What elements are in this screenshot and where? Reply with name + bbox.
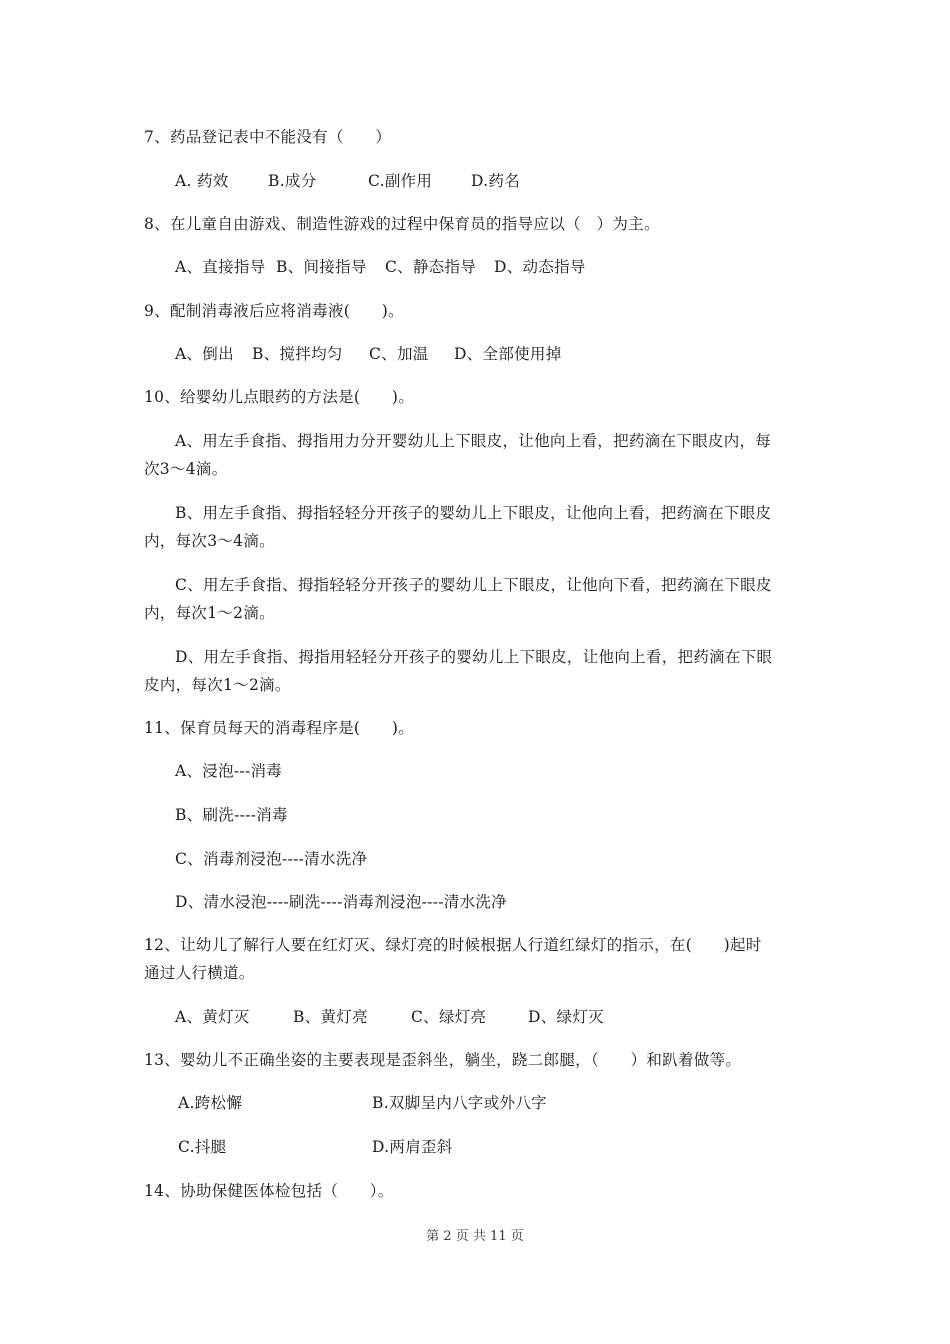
question-10-option-b: B、用左手食指、拇指轻轻分开孩子的婴幼儿上下眼皮，让他向上看，把药滴在下眼皮	[175, 504, 772, 522]
question-8-option-a: A、直接指导	[175, 258, 266, 276]
question-7-option-d: D.药名	[471, 172, 521, 190]
question-13-stem: 13、婴幼儿不正确坐姿的主要表现是歪斜坐，躺坐，跷二郎腿，（ ）和趴着做等。	[144, 1051, 742, 1069]
question-12-stem-cont: 通过人行横道。	[144, 964, 255, 982]
question-11-option-a: A、浸泡---消毒	[175, 762, 283, 780]
question-13-option-d: D.两肩歪斜	[372, 1138, 453, 1156]
question-7-option-c: C.副作用	[368, 172, 433, 190]
question-13-option-a: A.跨松懈	[178, 1094, 243, 1112]
question-10-option-d-cont: 皮内，每次1～2滴。	[144, 676, 291, 694]
page-number-footer: 第 2 页 共 11 页	[426, 1229, 524, 1244]
question-10-option-a: A、用左手食指、拇指用力分开婴幼儿上下眼皮，让他向上看，把药滴在下眼皮内，每	[175, 432, 772, 450]
question-8-option-d: D、动态指导	[494, 258, 586, 276]
question-9-option-b: B、搅拌均匀	[252, 345, 343, 363]
question-9-option-a: A、倒出	[175, 345, 234, 363]
question-7-option-a: A. 药效	[175, 172, 229, 190]
question-10-option-d: D、用左手食指、拇指用轻轻分开孩子的婴幼儿上下眼皮，让他向上看，把药滴在下眼	[175, 648, 773, 666]
question-9-stem: 9、配制消毒液后应将消毒液( )。	[144, 302, 404, 320]
question-10-option-c: C、用左手食指、拇指轻轻分开孩子的婴幼儿上下眼皮，让他向下看，把药滴在下眼皮	[175, 576, 772, 594]
question-7-stem: 7、药品登记表中不能没有（ ）	[144, 128, 392, 146]
question-13-option-b: B.双脚呈内八字或外八字	[372, 1094, 547, 1112]
question-12-option-b: B、黄灯亮	[293, 1008, 368, 1026]
question-12-stem: 12、让幼儿了解行人要在红灯灭、绿灯亮的时候根据人行道红绿灯的指示，在( )起时	[144, 936, 762, 954]
question-12-option-d: D、绿灯灭	[528, 1008, 604, 1026]
question-11-option-d: D、清水浸泡----刷洗----消毒剂浸泡----清水洗净	[175, 893, 507, 911]
question-12-option-a: A、黄灯灭	[175, 1008, 250, 1026]
question-9-option-c: C、加温	[369, 345, 429, 363]
question-10-stem: 10、给婴幼儿点眼药的方法是( )。	[144, 388, 415, 406]
question-11-stem: 11、保育员每天的消毒程序是( )。	[144, 719, 415, 737]
question-10-option-a-cont: 次3～4滴。	[144, 460, 228, 478]
question-13-option-c: C.抖腿	[178, 1138, 227, 1156]
question-8-option-b: B、间接指导	[276, 258, 367, 276]
question-11-option-c: C、消毒剂浸泡----清水洗净	[175, 850, 368, 868]
question-9-option-d: D、全部使用掉	[454, 345, 562, 363]
question-8-option-c: C、静态指导	[385, 258, 477, 276]
question-12-option-c: C、绿灯亮	[411, 1008, 487, 1026]
question-14-stem: 14、协助保健医体检包括（ ）。	[144, 1182, 394, 1200]
question-10-option-b-cont: 内，每次3～4滴。	[144, 532, 275, 550]
question-11-option-b: B、刷洗----消毒	[175, 806, 288, 824]
question-7-option-b: B.成分	[268, 172, 317, 190]
question-8-stem: 8、在儿童自由游戏、制造性游戏的过程中保育员的指导应以（ ）为主。	[144, 215, 660, 233]
question-10-option-c-cont: 内，每次1～2滴。	[144, 604, 275, 622]
